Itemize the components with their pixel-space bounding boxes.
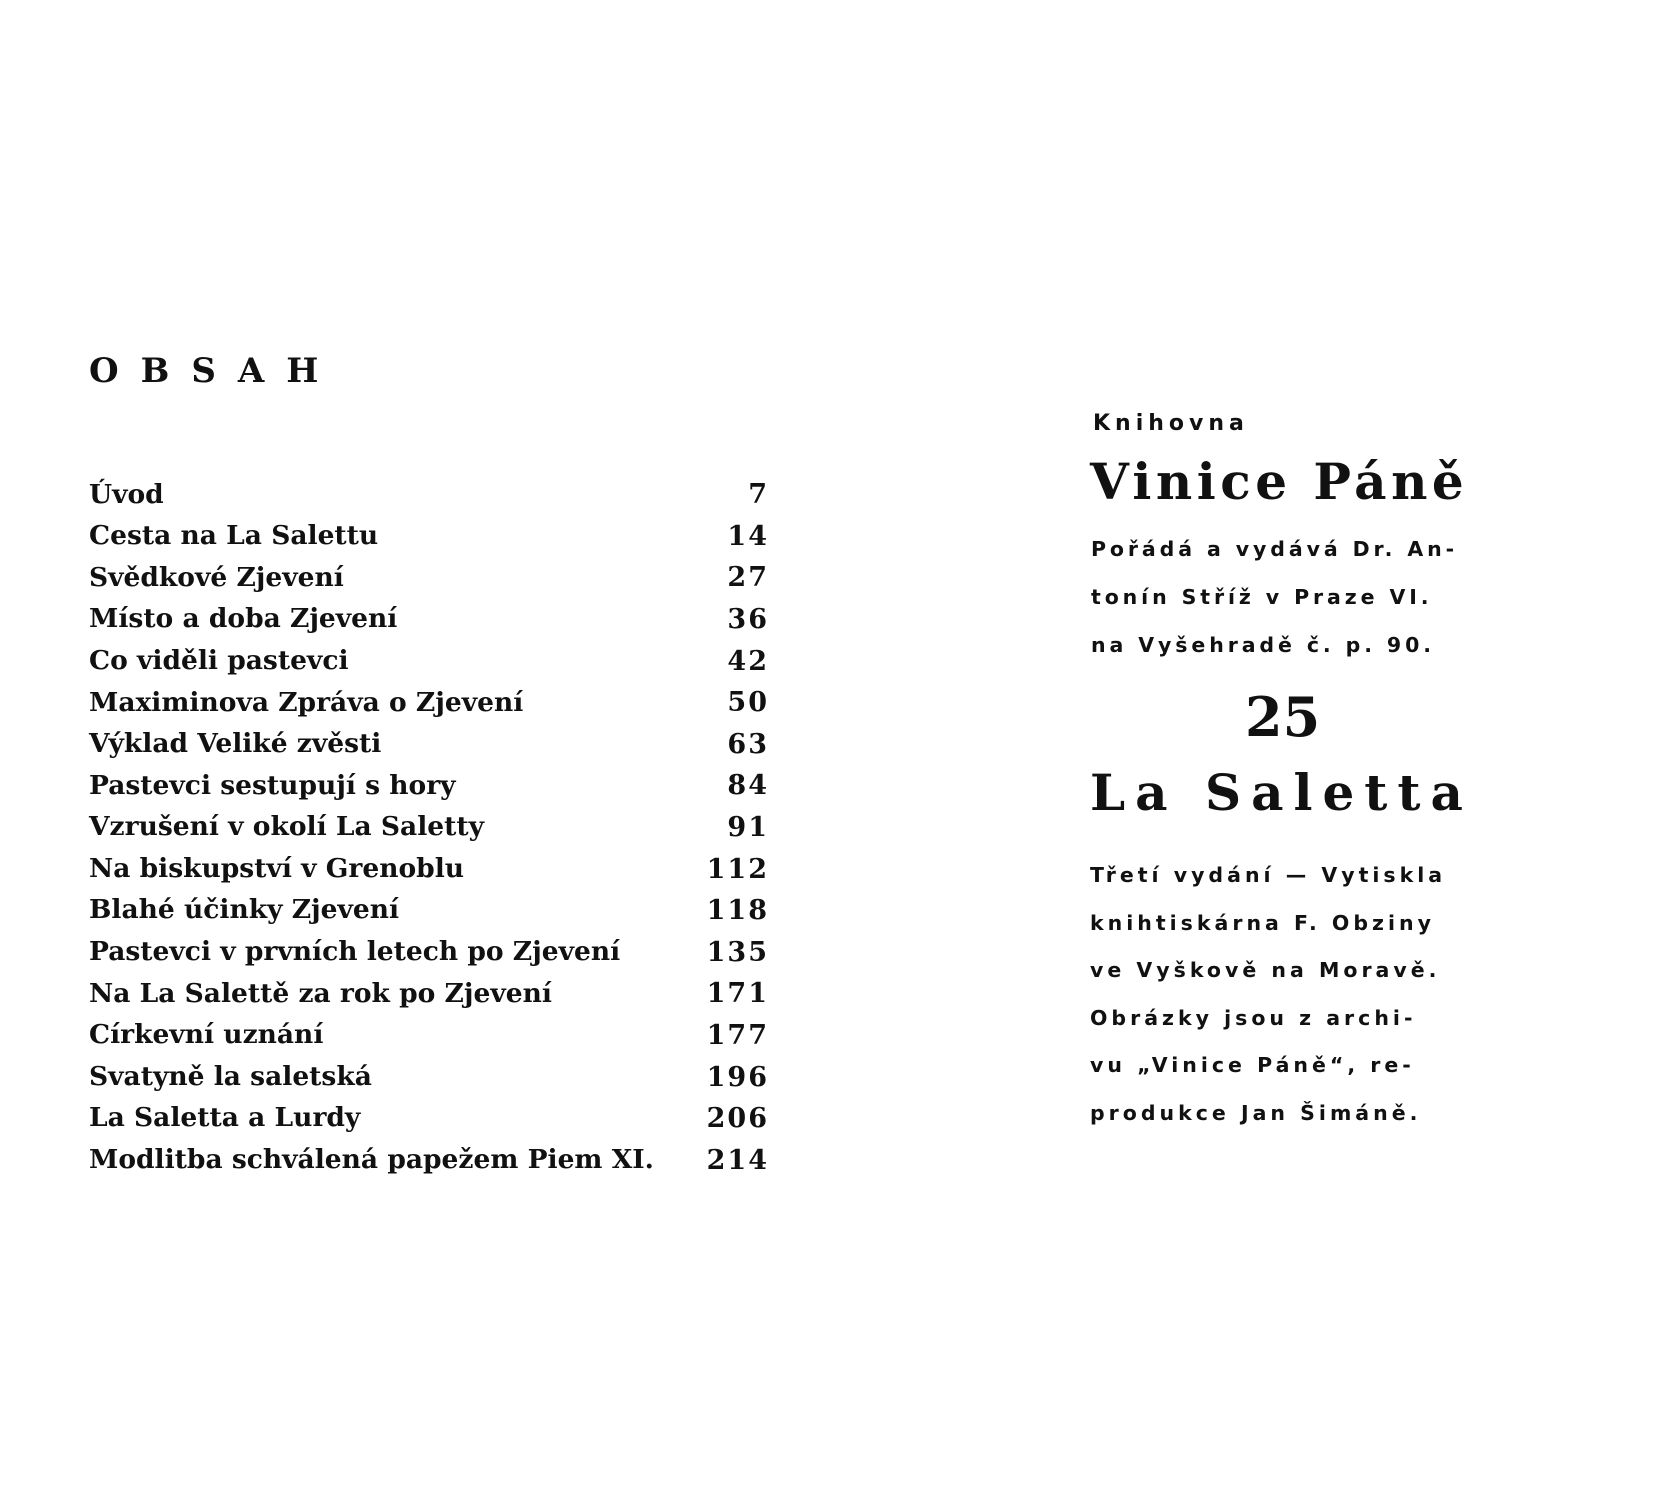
toc-entry	[89, 765, 769, 807]
toc-entry-page-number: 171	[706, 978, 769, 1010]
toc-entry-page-number: 135	[706, 936, 769, 968]
toc-entry-page-number: 14	[727, 520, 769, 552]
toc-entry	[89, 848, 769, 890]
toc-entry-page-number: 177	[706, 1020, 769, 1052]
toc-entry-page-number: 36	[727, 604, 769, 636]
toc-entry	[89, 1098, 769, 1140]
volume-number: 25	[1245, 685, 1321, 749]
table-of-contents	[89, 474, 769, 1181]
toc-entry-page-number: 42	[727, 645, 769, 677]
toc-entry-title: Maximinova Zpráva o Zjevení	[89, 686, 524, 718]
toc-entry-page-number: 27	[727, 562, 769, 594]
toc-entry	[89, 1140, 769, 1182]
toc-entry-title: Pastevci v prvních letech po Zjevení	[89, 936, 621, 968]
toc-entry	[89, 932, 769, 974]
imprint-line: vu „Vinice Páně“, re-	[1090, 1053, 1415, 1077]
series-title: Vinice Páně	[1090, 452, 1469, 511]
toc-entry-title: Výklad Veliké zvěsti	[89, 728, 382, 760]
editor-line: na Vyšehradě č. p. 90.	[1091, 633, 1435, 657]
toc-entry-title: Úvod	[89, 478, 164, 510]
toc-entry	[89, 1015, 769, 1057]
toc-entry	[89, 599, 769, 641]
imprint-line: Třetí vydání — Vytiskla	[1090, 863, 1447, 887]
toc-entry-title: Církevní uznání	[89, 1019, 324, 1051]
imprint-line: Obrázky jsou z archi-	[1090, 1005, 1417, 1030]
toc-entry-page-number: 84	[727, 770, 769, 802]
imprint-line: ve Vyškově na Moravě.	[1090, 958, 1441, 982]
toc-entry	[89, 724, 769, 766]
toc-entry-page-number: 63	[727, 728, 769, 760]
toc-entry-title: Na biskupství v Grenoblu	[89, 852, 465, 884]
toc-entry-title: Co viděli pastevci	[89, 644, 349, 676]
toc-entry-title: Svědkové Zjevení	[89, 561, 344, 593]
toc-entry-title: Blahé účinky Zjevení	[89, 894, 400, 926]
toc-entry	[89, 890, 769, 932]
toc-entry-page-number: 214	[706, 1144, 769, 1176]
editor-note	[1091, 534, 1459, 678]
toc-entry	[89, 807, 769, 849]
toc-entry	[89, 516, 769, 558]
toc-entry-title: La Saletta a Lurdy	[89, 1102, 361, 1134]
toc-entry	[89, 557, 769, 599]
toc-entry-page-number: 112	[706, 853, 769, 885]
toc-entry-title: Modlitba schválená papežem Piem XI.	[89, 1144, 654, 1176]
imprint-note	[1090, 860, 1458, 1145]
toc-entry-page-number: 7	[748, 479, 769, 511]
colophon-page	[1090, 0, 1473, 1500]
toc-entry-page-number: 91	[727, 812, 769, 844]
toc-entry-title: Vzrušení v okolí La Saletty	[89, 811, 485, 843]
toc-entry-page-number: 206	[706, 1103, 769, 1135]
editor-line: Pořádá a vydává Dr. An-	[1091, 537, 1459, 561]
toc-entry-page-number: 196	[706, 1061, 769, 1093]
toc-entry	[89, 682, 769, 724]
book-title: La Saletta	[1090, 763, 1473, 822]
contents-heading: OBSAH	[89, 351, 341, 391]
contents-page	[89, 0, 769, 1500]
toc-entry-title: Svatyně la saletská	[89, 1060, 372, 1092]
imprint-line: knihtiskárna F. Obziny	[1090, 910, 1435, 935]
series-label: Knihovna	[1093, 411, 1249, 436]
toc-entry	[89, 973, 769, 1015]
editor-line: tonín Stříž v Praze VI.	[1091, 585, 1433, 609]
toc-entry-title: Cesta na La Salettu	[89, 520, 379, 552]
toc-entry-title: Pastevci sestupují s hory	[89, 769, 456, 801]
toc-entry-page-number: 50	[727, 687, 769, 719]
toc-entry	[89, 474, 769, 516]
toc-entry	[89, 1056, 769, 1098]
imprint-line: produkce Jan Šimáně.	[1090, 1100, 1422, 1125]
toc-entry	[89, 640, 769, 682]
toc-entry-title: Místo a doba Zjevení	[89, 603, 398, 635]
toc-entry-title: Na La Salettě za rok po Zjevení	[89, 977, 552, 1009]
toc-entry-page-number: 118	[706, 895, 769, 927]
